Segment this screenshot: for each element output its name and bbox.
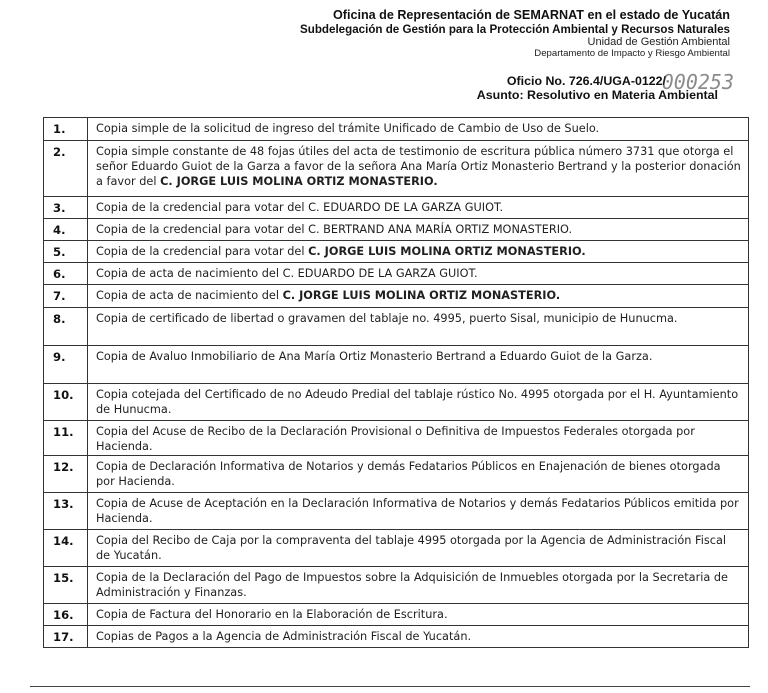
header-subdelegation: Subdelegación de Gestión para la Protección Ambiental y Recursos Naturales [300, 23, 730, 36]
item-number: 7. [44, 285, 88, 308]
table-row [44, 604, 749, 626]
item-number: 14. [44, 530, 88, 567]
item-description [88, 241, 749, 263]
item-bold-name: C. JORGE LUIS MOLINA ORTIZ MONASTERIO. [282, 289, 561, 302]
table-row [44, 141, 749, 197]
document-header [300, 8, 730, 60]
page-bottom-rule [30, 686, 750, 687]
folio-stamp: 000253 [661, 70, 734, 94]
table-row [44, 567, 749, 604]
item-text: Copia cotejada del Certificado de no Adeudo Predial del tablaje rústico No. 4995 otorgada por el H. Ayuntamiento de Hunucma. [96, 388, 739, 416]
table-row [44, 285, 749, 308]
item-number: 12. [44, 456, 88, 493]
header-office: Oficina de Representación de SEMARNAT en el estado de Yucatán [332, 8, 730, 22]
item-text: Copia del Recibo de Caja por la compraventa del tablaje 4995 otorgada por la Agencia de Administración Fiscal de Yucatán. [96, 534, 727, 562]
item-description [88, 567, 749, 604]
table-row [44, 530, 749, 567]
item-text: Copia de Avaluo Inmobiliario de Ana María Ortiz Monasterio Bertrand a Eduardo Guiot de la Garza. [96, 350, 653, 363]
item-text: Copia de Declaración Informativa de Notarios y demás Fedatarios Públicos en Enajenación de bienes otorgada por Hacienda. [96, 460, 721, 488]
table-row [44, 241, 749, 263]
item-text: Copia simple constante de 48 fojas útiles del acta de testimonio de escritura pública número 3731 que otorga el señor Eduardo Guiot de la Garza a favor de la señora Ana María Ortiz Monasterio Bertrand y la posterior donación a favor del [96, 145, 741, 188]
item-number: 13. [44, 493, 88, 530]
table-row [44, 263, 749, 285]
item-description [88, 456, 749, 493]
item-number: 1. [44, 118, 88, 141]
oficio-number: Oficio No. 726.4/UGA-0122/ [506, 74, 666, 88]
item-text: Copia de Acuse de Aceptación en la Declaración Informativa de Notarios y demás Fedatarios Públicos emitida por Hacienda. [96, 497, 739, 525]
table-row [44, 421, 749, 456]
item-description [88, 493, 749, 530]
item-number: 11. [44, 421, 88, 456]
item-number: 5. [44, 241, 88, 263]
item-number: 8. [44, 308, 88, 346]
item-description [88, 346, 749, 384]
item-text: Copias de Pagos a la Agencia de Administración Fiscal de Yucatán. [96, 630, 472, 643]
item-number: 3. [44, 197, 88, 219]
item-bold-name: C. JORGE LUIS MOLINA ORTIZ MONASTERIO. [160, 175, 438, 188]
header-department: Departamento de Impacto y Riesgo Ambiental [534, 48, 730, 59]
item-number: 9. [44, 346, 88, 384]
item-number: 4. [44, 219, 88, 241]
header-unit: Unidad de Gestión Ambiental [587, 36, 730, 48]
table-row [44, 118, 749, 141]
item-description [88, 530, 749, 567]
item-text: Copia simple de la solicitud de ingreso del trámite Unificado de Cambio de Uso de Suelo. [96, 122, 600, 135]
item-text: Copia de la Declaración del Pago de Impuestos sobre la Adquisición de Inmuebles otorgada por la Secretaria de Administración y Finanzas. [96, 571, 728, 599]
item-description [88, 118, 749, 141]
oficio-subject: Asunto: Resolutivo en Materia Ambiental [476, 88, 718, 102]
documents-table [43, 117, 749, 648]
table-row [44, 456, 749, 493]
item-text: Copia de acta de nacimiento del [96, 289, 283, 302]
item-description [88, 384, 749, 421]
item-description [88, 421, 749, 456]
table-row [44, 384, 749, 421]
item-description [88, 141, 749, 197]
item-text: Copia de Factura del Honorario en la Elaboración de Escritura. [96, 608, 448, 621]
table-row [44, 346, 749, 384]
table-row [44, 219, 749, 241]
table-row [44, 626, 749, 648]
item-text: Copia de la credencial para votar del [96, 245, 309, 258]
item-number: 16. [44, 604, 88, 626]
item-text: Copia de acta de nacimiento del C. EDUARDO DE LA GARZA GUIOT. [96, 267, 478, 280]
item-text: Copia del Acuse de Recibo de la Declaración Provisional o Definitiva de Impuestos Federales otorgada por Hacienda. [96, 425, 695, 453]
table-row [44, 197, 749, 219]
item-description [88, 308, 749, 346]
item-description [88, 219, 749, 241]
table-row [44, 308, 749, 346]
item-number: 10. [44, 384, 88, 421]
table-row [44, 493, 749, 530]
item-text: Copia de certificado de libertad o gravamen del tablaje no. 4995, puerto Sisal, municipio de Hunucma. [96, 312, 678, 325]
item-number: 15. [44, 567, 88, 604]
item-description [88, 263, 749, 285]
item-bold-name: C. JORGE LUIS MOLINA ORTIZ MONASTERIO. [308, 245, 586, 258]
item-text: Copia de la credencial para votar del C. BERTRAND ANA MARÍA ORTIZ MONASTERIO. [96, 223, 573, 236]
item-number: 6. [44, 263, 88, 285]
item-description [88, 626, 749, 648]
item-number: 17. [44, 626, 88, 648]
item-description [88, 285, 749, 308]
item-number: 2. [44, 141, 88, 197]
item-description [88, 197, 749, 219]
item-description [88, 604, 749, 626]
item-text: Copia de la credencial para votar del C. EDUARDO DE LA GARZA GUIOT. [96, 201, 504, 214]
